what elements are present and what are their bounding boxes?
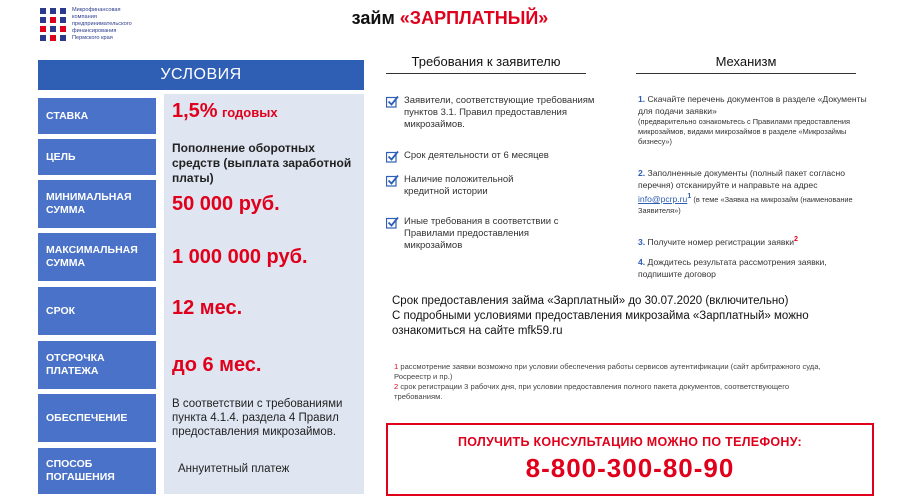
logo-line: финансирования	[72, 28, 117, 34]
checkbox-checked-icon	[386, 95, 399, 108]
requirements-title: Требования к заявителю	[411, 54, 561, 69]
loan-term-info	[392, 294, 862, 339]
requirement-item	[386, 216, 566, 252]
footnote-text: срок регистрации 3 рабочих дня, при условии предоставления полного пакета документов, соответствующего требованиям.	[394, 382, 790, 401]
step-text: Скачайте перечень документов в разделе «Документы для подачи заявки»	[638, 94, 867, 116]
condition-value-rate	[172, 100, 278, 123]
condition-label-purpose: ЦЕЛЬ	[38, 139, 156, 175]
mechanism-step-2	[638, 168, 870, 217]
logo-line: Пермского края	[72, 35, 113, 41]
title-product-name: «ЗАРПЛАТНЫЙ»	[399, 8, 549, 28]
condition-value-min-amount: 50 000 руб.	[172, 193, 280, 215]
requirement-text: Заявители, соответствующие требованиям пунктов 3.1. Правил предоставления микрозаймов.	[404, 95, 595, 130]
step-number: 2.	[638, 168, 646, 178]
mechanism-step-3	[638, 234, 870, 248]
condition-value-term: 12 мес.	[172, 297, 243, 319]
requirement-item	[386, 174, 556, 198]
step-text: Получите номер регистрации заявки	[645, 236, 794, 247]
condition-value-repayment: Аннуитетный платеж	[178, 463, 290, 475]
step-text: Дождитесь результата рассмотрения заявки, подпишите договор	[638, 257, 827, 279]
condition-label-deferral: ОТСРОЧКА ПЛАТЕЖА	[38, 341, 156, 389]
footnote	[394, 382, 834, 402]
footnotes	[394, 362, 834, 402]
rate-unit: годовых	[222, 105, 278, 120]
consultation-title: ПОЛУЧИТЬ КОНСУЛЬТАЦИЮ МОЖНО ПО ТЕЛЕФОНУ:	[458, 435, 802, 449]
step-note: (в теме «Заявка на микрозайм (наименование Заявителя»)	[638, 194, 853, 216]
requirements-title-underline	[386, 73, 586, 74]
checkbox-checked-icon	[386, 150, 399, 163]
mechanism-title-underline	[636, 73, 856, 74]
footnote-number: 2	[394, 382, 399, 391]
step-number: 4.	[638, 257, 646, 267]
logo-line: Микрофинансовая	[72, 7, 121, 13]
logo-line: компания	[72, 14, 97, 20]
condition-value-security: В соответствии с требованиями пункта 4.1.4. раздела 4 Правил предоставления микрозаймов.	[172, 398, 343, 438]
condition-label-term: СРОК	[38, 287, 156, 335]
requirement-text: Иные требования в соответствии с Правилами предоставления микрозаймов	[404, 216, 559, 251]
condition-value-purpose: Пополнение оборотных средств (выплата заработной платы)	[172, 141, 352, 185]
step-text: Заполненные документы (полный пакет согласно перечня) отсканируйте и направьте на адрес	[638, 168, 846, 190]
requirement-text: Наличие положительной кредитной истории	[404, 174, 514, 197]
condition-value-deferral: до 6 мес.	[172, 354, 262, 376]
step-number: 1.	[638, 94, 646, 104]
footnote-ref: 1	[687, 192, 692, 200]
rate-value: 1,5%	[172, 100, 218, 122]
condition-label-security: ОБЕСПЕЧЕНИЕ	[38, 394, 156, 442]
footnote-number: 1	[394, 362, 399, 371]
footnote-ref: 2	[794, 235, 798, 243]
step-note: (предварительно ознакомьтесь с Правилами предоставления микрозаймов, видами микрозаймов в разделе «Микрозаймы бизнесу»)	[638, 117, 851, 146]
term-line: Срок предоставления займа «Зарплатный» до 30.07.2020 (включительно)	[392, 295, 789, 307]
email-link[interactable]: info@pcrp.ru	[638, 193, 688, 204]
condition-label-min-amount: МИНИМАЛЬНАЯ СУММА	[38, 180, 156, 228]
footnote-text: рассмотрение заявки возможно при условии обеспечения работы сервисов аутентификации (сайт арбитражного суда, Росреестр и пр.)	[394, 362, 821, 381]
checkbox-checked-icon	[386, 174, 399, 187]
logo-line: предпринимательского	[72, 21, 132, 27]
phone-number[interactable]: 8-800-300-80-90	[525, 453, 735, 483]
requirement-item	[386, 95, 618, 131]
page-title	[0, 8, 900, 29]
footnote	[394, 362, 834, 382]
condition-value-max-amount: 1 000 000 руб.	[172, 246, 308, 268]
requirement-item	[386, 150, 618, 162]
mechanism-step-4	[638, 257, 870, 280]
condition-label-repayment: СПОСОБ ПОГАШЕНИЯ	[38, 448, 156, 494]
term-line: С подробными условиями предоставления микрозайма «Зарплатный» можно ознакомиться на сайте mfk59.ru	[392, 310, 809, 337]
condition-label-rate: СТАВКА	[38, 98, 156, 134]
consultation-box	[386, 423, 874, 496]
requirement-text: Срок деятельности от 6 месяцев	[404, 150, 549, 161]
step-number: 3.	[638, 236, 646, 247]
mechanism-step-1	[638, 94, 870, 147]
condition-label-max-amount: МАКСИМАЛЬНАЯ СУММА	[38, 233, 156, 281]
conditions-header: УСЛОВИЯ	[38, 60, 364, 90]
mechanism-title: Механизм	[715, 54, 777, 69]
checkbox-checked-icon	[386, 216, 399, 229]
title-prefix: займ	[351, 8, 400, 28]
